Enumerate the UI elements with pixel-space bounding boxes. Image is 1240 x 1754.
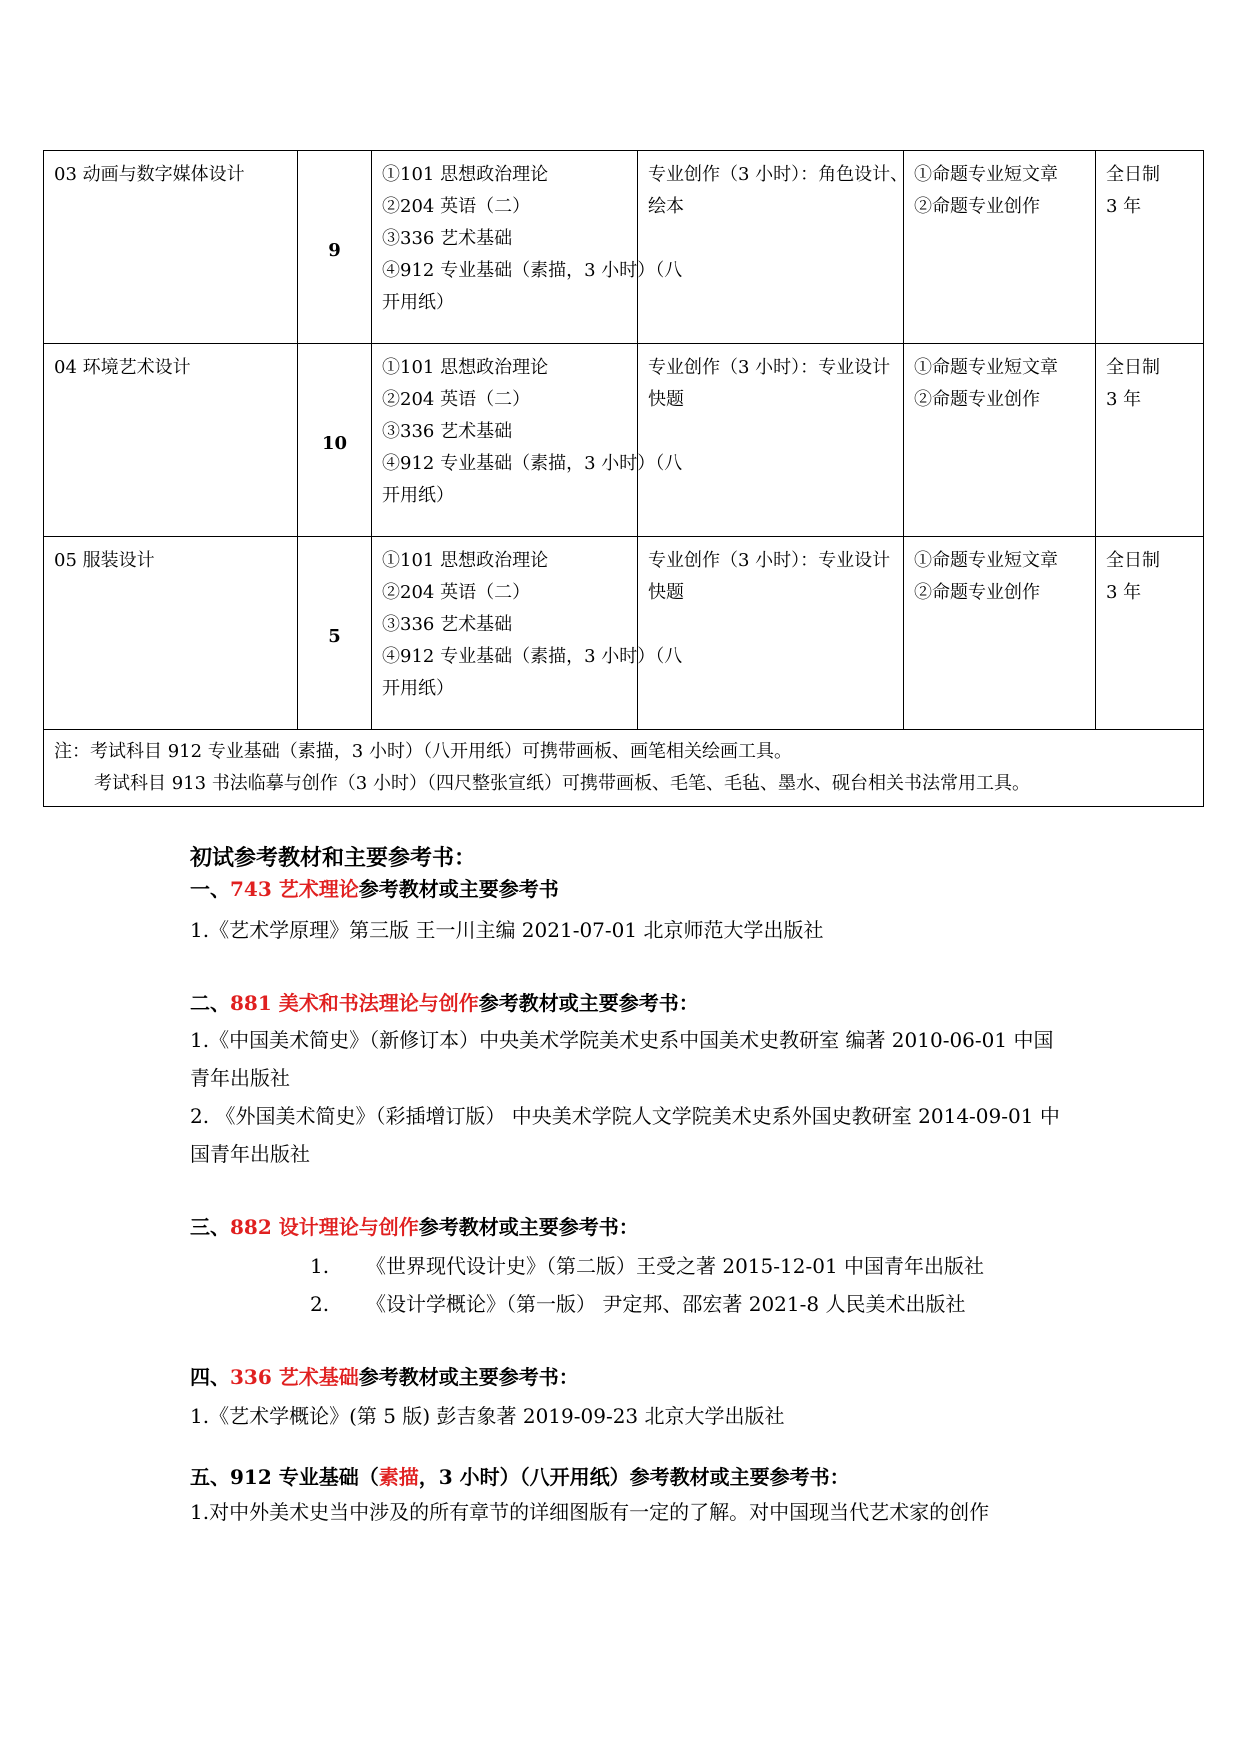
study-mode-cell-line: 全日制: [1106, 550, 1160, 571]
section-title: 四、336 艺术基础参考教材或主要参考书：: [190, 1365, 579, 1389]
retest-cell: [638, 151, 909, 344]
exam-subjects-cell-line: ②204 英语（二）: [382, 196, 531, 217]
exam-subjects-cell-line: ④912 专业基础（素描，3 小时）（八: [382, 453, 683, 474]
additional-test-cell-line: ②命题专业创作: [914, 582, 1040, 603]
additional-test-cell-line: ①命题专业短文章: [914, 550, 1058, 571]
program-name-cell: [44, 537, 298, 730]
additional-test-cell-line: ②命题专业创作: [914, 196, 1040, 217]
program-name-cell: [44, 344, 298, 537]
study-mode-cell-line: 3 年: [1106, 582, 1142, 603]
exam-subjects-cell-line: ①101 思想政治理论: [382, 164, 549, 185]
retest-cell-line: 专业创作（3 小时）：专业设计: [648, 357, 891, 378]
retest-cell-line: 快题: [648, 582, 684, 603]
program-name-cell: [44, 151, 298, 344]
list-item: 2. 《设计学概论》（第一版） 尹定邦、邵宏著 2021-8 人民美术出版社: [310, 1292, 966, 1316]
note-line-2: 考试科目 913 书法临摹与创作（3 小时）（四尺整张宣纸）可携带画板、毛笔、毛毡、墨水、砚台相关书法常用工具。: [94, 773, 1030, 794]
exam-subjects-cell-line: ②204 英语（二）: [382, 582, 531, 603]
exam-subjects-cell-line: ②204 英语（二）: [382, 389, 531, 410]
enrollment-count-cell-line: 9: [328, 240, 341, 261]
exam-subjects-cell-line: ①101 思想政治理论: [382, 357, 549, 378]
retest-cell-line: 绘本: [648, 196, 684, 217]
exam-subjects-cell-line: 开用纸）: [382, 678, 454, 699]
exam-subjects-cell-line: 开用纸）: [382, 292, 454, 313]
exam-subjects-cell-line: ①101 思想政治理论: [382, 550, 549, 571]
enrollment-count-cell: [298, 151, 372, 344]
exam-subjects-cell-line: ④912 专业基础（素描，3 小时）（八: [382, 646, 683, 667]
study-mode-cell-line: 3 年: [1106, 389, 1142, 410]
list-item: 1. 《世界现代设计史》（第二版）王受之著 2015-12-01 中国青年出版社: [310, 1254, 985, 1278]
additional-test-cell-line: ①命题专业短文章: [914, 164, 1058, 185]
study-mode-cell: [1096, 151, 1204, 344]
retest-cell-line: 专业创作（3 小时）：角色设计、: [648, 164, 909, 185]
study-mode-cell: [1096, 344, 1204, 537]
program-name-cell-line: 05 服装设计: [54, 550, 155, 571]
additional-test-cell: [904, 344, 1096, 537]
exam-subjects-cell-line: 开用纸）: [382, 485, 454, 506]
exam-note: [44, 730, 1204, 807]
section-title: 一、743 艺术理论参考教材或主要参考书: [190, 877, 559, 901]
retest-cell-line: 专业创作（3 小时）：专业设计: [648, 550, 891, 571]
section-title: 三、882 设计理论与创作参考教材或主要参考书：: [190, 1215, 639, 1239]
enrollment-count-cell: [298, 344, 372, 537]
study-mode-cell-line: 全日制: [1106, 357, 1160, 378]
table-row: [44, 344, 1204, 537]
table-row: [44, 151, 1204, 344]
additional-test-cell-line: ②命题专业创作: [914, 389, 1040, 410]
reference-books: [190, 843, 1090, 1531]
list-item: 1.《艺术学概论》(第 5 版) 彭吉象著 2019-09-23 北京大学出版社: [190, 1404, 785, 1428]
program-name-cell-line: 03 动画与数字媒体设计: [54, 164, 245, 185]
exam-subjects-cell-line: ④912 专业基础（素描，3 小时）（八: [382, 260, 683, 281]
study-mode-cell-line: 3 年: [1106, 196, 1142, 217]
table-row: [44, 537, 1204, 730]
list-item: 1.对中外美术史当中涉及的所有章节的详细图版有一定的了解。对中国现当代艺术家的创作: [190, 1500, 990, 1524]
list-item: 2. 《外国美术简史》（彩插增订版） 中央美术学院人文学院美术史系外国史教研室 2014-09-01 中国青年出版社: [190, 1104, 1060, 1166]
exam-subjects-cell-line: ③336 艺术基础: [382, 228, 513, 249]
study-mode-cell-line: 全日制: [1106, 164, 1160, 185]
enrollment-count-cell: [298, 537, 372, 730]
enrollment-count-cell-line: 5: [328, 626, 341, 647]
refs-heading: 初试参考教材和主要参考书：: [190, 845, 477, 871]
list-item: 1.《艺术学原理》第三版 王一川主编 2021-07-01 北京师范大学出版社: [190, 918, 824, 942]
exam-subjects-cell-line: ③336 艺术基础: [382, 421, 513, 442]
retest-cell: [638, 344, 904, 537]
list-item: 1.《中国美术简史》（新修订本）中央美术学院美术史系中国美术史教研室 编著 2010-06-01 中国青年出版社: [190, 1028, 1054, 1090]
section-title: 五、912 专业基础（素描，3 小时）（八开用纸）参考教材或主要参考书：: [190, 1465, 850, 1489]
program-name-cell-line: 04 环境艺术设计: [54, 357, 191, 378]
retest-cell-line: 快题: [648, 389, 684, 410]
section-title: 二、881 美术和书法理论与创作参考教材或主要参考书：: [190, 991, 699, 1015]
additional-test-cell: [904, 537, 1096, 730]
study-mode-cell: [1096, 537, 1204, 730]
additional-test-cell-line: ①命题专业短文章: [914, 357, 1058, 378]
enrollment-count-cell-line: 10: [321, 433, 348, 454]
additional-test-cell: [904, 151, 1096, 344]
note-line-1: 注：考试科目 912 专业基础（素描，3 小时）（八开用纸）可携带画板、画笔相关绘画工具。: [54, 741, 792, 762]
program-table: [43, 150, 1204, 807]
exam-subjects-cell-line: ③336 艺术基础: [382, 614, 513, 635]
retest-cell: [638, 537, 904, 730]
